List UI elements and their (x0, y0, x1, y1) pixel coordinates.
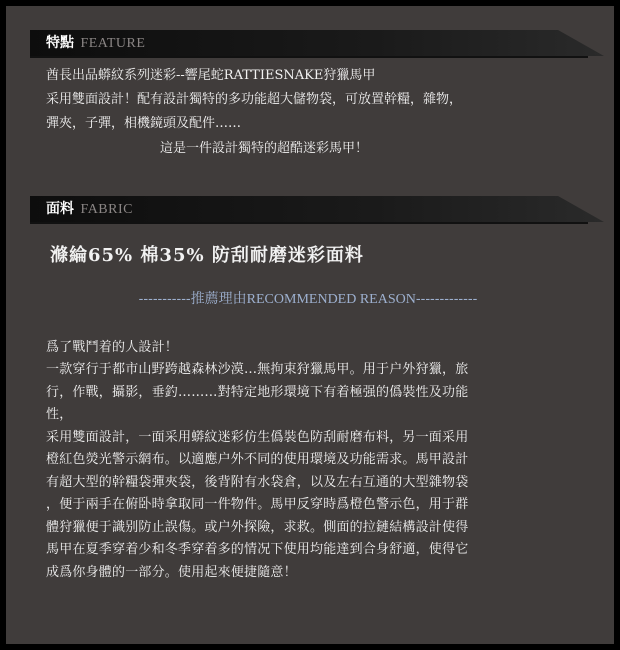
reason-line: 馬甲在夏季穿着少和冬季穿着多的情况下使用均能達到合身舒適，使得它 (46, 542, 469, 557)
feature-line: 彈夾，子彈，相機鏡頭及配件…… (46, 116, 242, 131)
reason-dashes-left: ----------- (138, 291, 191, 307)
header-underline (30, 56, 588, 58)
reason-dashes-right: ------------- (415, 291, 478, 307)
fabric-composition: 滌綸65% 棉35% 防刮耐磨迷彩面料 (50, 245, 364, 266)
reason-title-en: RECOMMENDED REASON (246, 292, 416, 307)
reason-section-title (28, 288, 588, 310)
feature-line: 采用雙面設計！配有設計獨特的多功能超大儲物袋，可放置幹糧，雜物， (46, 92, 463, 107)
reason-line: 成爲你身體的一部分。使用起來便捷隨意！ (46, 565, 297, 580)
fabric-section-title (46, 200, 133, 219)
reason-line: 一款穿行于都市山野跨越森林沙漠…無拘束狩獵馬甲。用于户外狩獵，旅 (46, 362, 469, 377)
reason-title-cn: 推薦理由 (190, 291, 247, 307)
feature-title-cn: 特點 (46, 35, 74, 51)
feature-line: 這是一件設計獨特的超酷迷彩馬甲！ (160, 141, 369, 156)
fabric-title-en: FABRIC (80, 202, 133, 217)
header-underline (30, 222, 588, 224)
reason-line: 爲了戰鬥着的人設計！ (46, 340, 179, 355)
reason-line: 體狩獵便于識别防止誤傷。或户外探險，求救。側面的拉鏈結構設計使得 (46, 520, 469, 535)
reason-line: 有超大型的幹糧袋彈夾袋，後背附有水袋倉，以及左右互通的大型雜物袋 (46, 475, 469, 490)
product-description-panel (6, 6, 614, 644)
feature-title-en: FEATURE (80, 36, 146, 51)
reason-line: 采用雙面設計，一面采用蟒紋迷彩仿生僞裝色防刮耐磨布料，另一面采用 (46, 430, 469, 445)
reason-line: 行，作戰，攝影，垂釣………對特定地形環境下有着極强的僞裝性及功能 (46, 385, 469, 400)
reason-line: ，便于兩手在俯卧時拿取同一件物件。馬甲反穿時爲橙色警示色，用于群 (46, 497, 469, 512)
reason-line: 性， (46, 407, 73, 422)
feature-section-title (46, 34, 145, 53)
reason-line: 橙紅色熒光警示網布。以適應户外不同的使用環境及功能需求。馬甲設計 (46, 452, 469, 467)
feature-line: 酋長出品蟒紋系列迷彩--響尾蛇RATTIESNAKE狩獵馬甲 (46, 68, 376, 83)
fabric-title-cn: 面料 (46, 201, 74, 217)
